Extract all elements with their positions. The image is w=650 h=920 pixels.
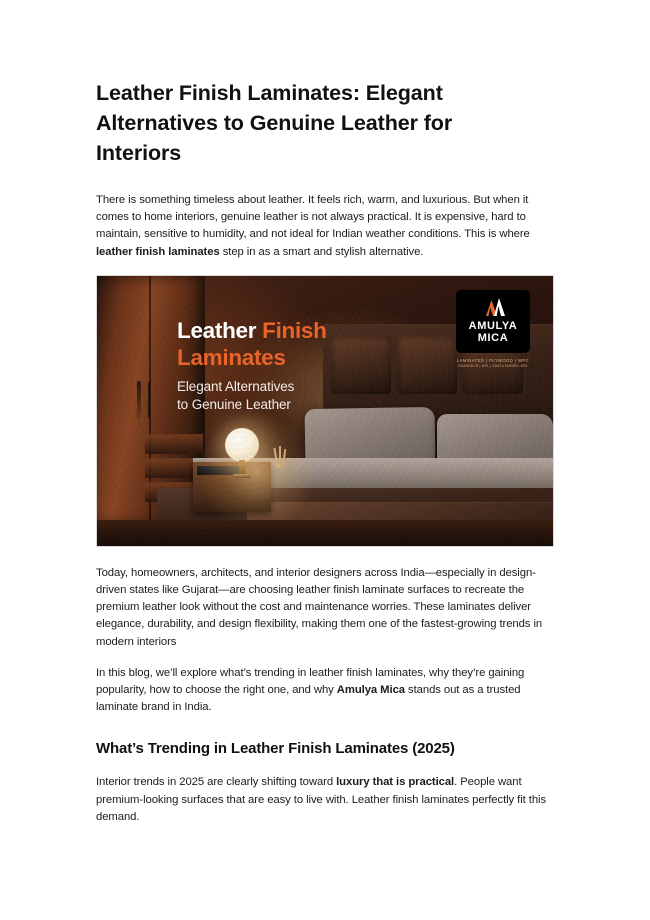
after-image-paragraph: Today, homeowners, architects, and interior designers across India—especially in design-driven states like Gujarat—are choosing leather finish laminate surfaces to recreate the premium leather look without the cost and maintenance worries. These laminates deliver elegance, durability, and design flexibility, making them one of the fastest-growing trends in modern interiors	[96, 566, 543, 648]
blog-text-part-1: In this blog, we’ll explore what’s trending in leather finish laminates, why they’re gaining popularity, how to choose the right one, and why	[96, 666, 525, 697]
intro-bold-term: leather finish laminates	[96, 245, 220, 258]
intro-text-part-2: step in as a smart and stylish alternative.	[219, 245, 424, 258]
trends-text-part-1: Interior trends in 2025 are clearly shifting toward	[96, 776, 337, 789]
logo-tagline-sub: GRANDEUR | MPL | SANTA MARBEL MPL	[457, 363, 529, 368]
banner-subtitle-line-1: Elegant Alternatives	[177, 378, 295, 394]
trends-paragraph	[96, 774, 558, 826]
trends-text-part-2: . People want premium-looking surfaces that are easy to live with. Leather finish laminates perfectly fit this demand.	[96, 776, 547, 823]
trends-bold-term: luxury that is practical	[336, 776, 455, 789]
banner-word-leather: Leather	[177, 317, 257, 343]
banner-headline-group	[177, 318, 387, 414]
wardrobe-drawer	[145, 434, 203, 454]
reed-stick	[273, 448, 278, 468]
amulya-mica-logo	[447, 290, 539, 369]
page-title: Leather Finish Laminates: Elegant Alternatives to Genuine Leather for Interiors	[96, 81, 453, 165]
amulya-peak-logo-icon	[477, 297, 509, 317]
banner-headline-line-2: Laminates	[177, 344, 286, 370]
section-heading-trending: What’s Trending in Leather Finish Laminates (2025)	[96, 740, 455, 758]
logo-tagline: LAMINATES | PLYWOOD | WPC	[456, 357, 530, 363]
document-content	[96, 78, 558, 840]
blog-overview-paragraph	[96, 665, 558, 717]
logo-name-line-1: AMULYA	[468, 319, 518, 332]
logo-card	[456, 290, 530, 353]
logo-name-line-2: MICA	[477, 331, 509, 344]
banner-word-finish: Finish	[262, 317, 327, 343]
globe-lamp-icon	[225, 428, 259, 462]
bed-pillow	[305, 407, 436, 465]
banner-headline-line-1	[177, 318, 387, 344]
intro-text-part-1: There is something timeless about leather. It feels rich, warm, and luxurious. But when it comes to home interiors, genuine leather is not always practical. It is expensive, hard to maintain, sensitive to humidity, and not ideal for Indian weather conditions. This is where	[96, 194, 530, 241]
reed-diffuser	[273, 446, 287, 468]
reed-stick	[282, 449, 286, 468]
floor	[97, 520, 553, 546]
banner-figure	[96, 275, 554, 547]
blog-text-part-2: stands out as a trusted laminate brand in India.	[96, 684, 521, 714]
lamp-base	[233, 474, 251, 478]
banner-image	[97, 276, 553, 546]
reed-stick	[279, 446, 281, 468]
intro-paragraph	[96, 192, 558, 261]
blog-bold-brand: Amulya Mica	[336, 684, 405, 697]
banner-subtitle-line-2: to Genuine Leather	[177, 396, 291, 412]
